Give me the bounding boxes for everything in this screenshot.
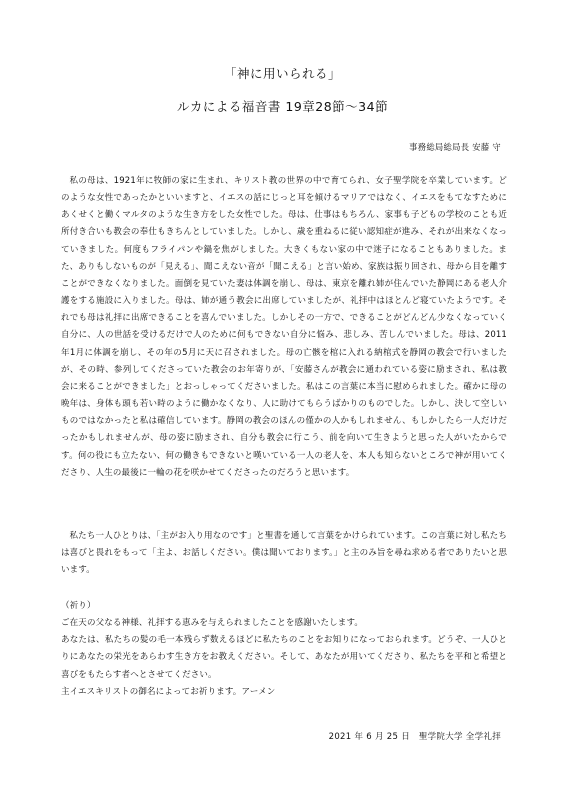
- scripture-reference: ルカによる福音書 19章28節～34節: [176, 99, 389, 114]
- document-title: 「神に用いられる」: [223, 66, 341, 81]
- prayer-section: [61, 598, 507, 701]
- sermon-paragraph-1: [61, 173, 507, 482]
- prayer-line: ご在天の父なる神様、礼拝する恵みを与えられましたことを感謝いたします。: [61, 618, 364, 629]
- date-and-venue: 2021 年 6 月 25 日 聖学院大学 全学礼拝: [328, 732, 501, 742]
- prayer-line: あなたは、私たちの髪の毛一本残らず数えるほどに私たちのことをお知りになっておられます。どうぞ、一人ひとりにあなたの栄光をあらわす生き方をお教えください。そして、あなたが用いてくださり、私たちを平和と希望と喜びをもたらす者へとさせてください。: [61, 635, 507, 680]
- paragraph-text: 私の母は、1921年に牧師の家に生まれ、キリスト教の世界の中で育てられ、女子聖学院を卒業しています。どのような女性であったかといいますと、イエスの話にじっと耳を傾けるマリアではなく、イエスをもてなすためにあくせくと働くマルタのような生き方をした女性でした。母は、仕事はもちろん、家事も子どもの学校のことも近所付き合いも教会の奉仕もきちんとしていました。しかし、歳を重ねるに従い認知症が進み、それが出来なくなっていきました。何度もフライパンや鍋を焦がしました。大きくもない家の中で迷子になることもありました。また、ありもしないものが「見える」、聞こえない音が「聞こえる」と言い始め、家族は振り回され、母から目を離すことができなくなりました。面倒を見ていた妻は体調を崩し、母は、東京を離れ姉が住んでいた静岡にある老人介護をする施設に入りました。母は、姉が通う教会に出席していましたが、礼拝中はほとんど寝ていたようです。それでも母は礼拝に出席できることを喜んでいました。しかしその一方で、できることがどんどん少なくなっていく自分に、人の世話を受けるだけで人のために何もできない自分に悩み、悲しみ、苦しんでいました。母は、2011年1月に体調を崩し、その年の5月に天に召されました。母の亡骸を棺に入れる納棺式を静岡の教会で行いましたが、その時、参列してくださっていた教会のお年寄りが、「安藤さんが教会に通われている姿に励まされ、私は教会に来ることができました」とおっしゃってくださいました。私はこの言葉に本当に慰められました。確かに母の晩年は、身体も頭も若い時のように働かなくなり、人に助けてもらうばかりのものでした。しかし、決して空しいものではなかったと私は確信しています。静岡の教会のほんの僅かの人かもしれません、もしかしたら一人だけだったかもしれませんが、母の姿に励まされ、自分も教会に行こう、前を向いて生きようと思った人がいたからです。何の役にも立たない、何の働きもできないと嘆いている一人の老人を、本人も知らないところで神が用いてくださり、人生の最後に一輪の花を咲かせてくださったのだろうと思います。: [61, 176, 507, 478]
- paragraph-text: 私たち一人ひとりは、「主がお入り用なのです」と聖書を通して言葉をかけられています。この言葉に対し私たちは喜びと畏れをもって「主よ、お話しください。僕は聞いております。」と主のみ旨を尋ね求める者でありたいと思います。: [61, 531, 507, 576]
- prayer-heading: （祈り）: [61, 601, 96, 611]
- sermon-paragraph-2: [61, 528, 507, 579]
- author-line: 事務総局総局長 安藤 守: [409, 142, 501, 152]
- prayer-line: 主イエスキリストの御名によってお祈ります。アーメン: [61, 686, 276, 697]
